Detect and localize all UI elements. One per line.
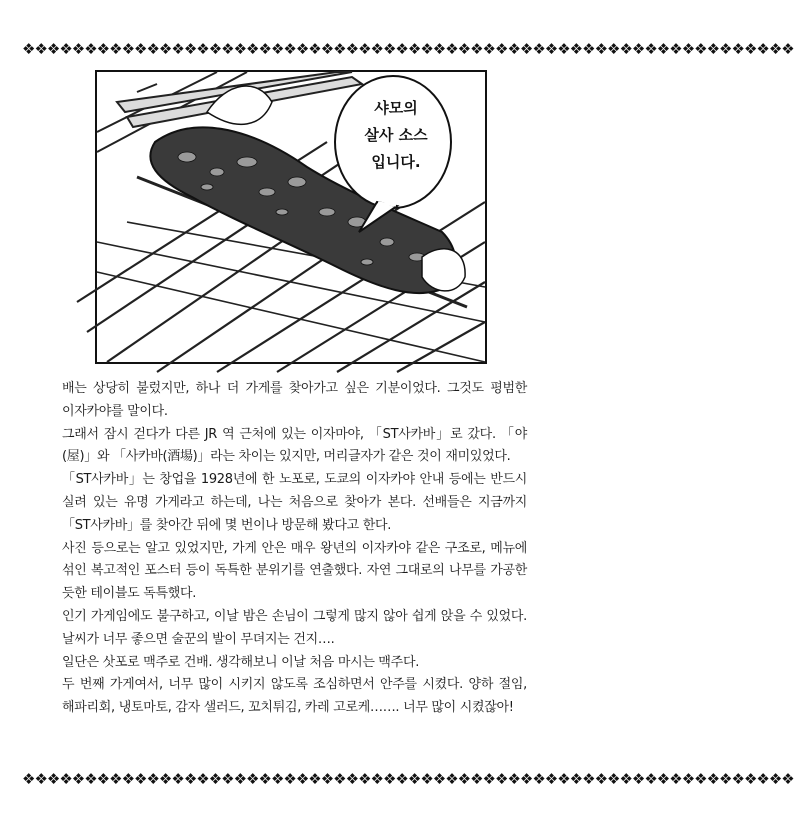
speech-line: 살사 소스	[364, 126, 428, 144]
paragraph: 일단은 삿포로 맥주로 건배. 생각해보니 이날 처음 마시는 맥주다.	[62, 654, 420, 670]
speech-line: 입니다.	[371, 153, 421, 171]
decorative-border-bottom: ❖❖❖❖❖❖❖❖❖❖❖❖❖❖❖❖❖❖❖❖❖❖❖❖❖❖❖❖❖❖❖❖❖❖❖❖❖❖❖❖❖❖❖❖❖❖❖❖❖❖❖❖❖❖❖❖❖❖❖❖❖❖	[22, 770, 794, 788]
paragraph: 그래서 잠시 걷다가 다른 JR 역 근처에 있는 이자마야, 「ST사카바」로 갔다. 「야(屋)」와 「사카바(酒場)」라는 차이는 있지만, 머리글자가 같은 것이 재미있었다.	[62, 426, 527, 465]
article-body	[62, 378, 527, 720]
speech-bubble-text	[346, 95, 446, 176]
paragraph: 두 번째 가게여서, 너무 많이 시키지 않도록 조심하면서 안주를 시켰다. 양하 절임, 해파리회, 냉토마토, 감자 샐러드, 꼬치튀김, 카레 고로케……. 너무 많이 시켰잖아!	[62, 677, 527, 716]
speech-line: 샤모의	[374, 99, 418, 117]
paragraph: 「ST사카바」는 창업을 1928년에 한 노포로, 도쿄의 이자카야 안내 등에는 반드시 실려 있는 유명 가게라고 하는데, 나는 처음으로 찾아가 본다. 선배들은 지금까지 「ST사카바」를 찾아간 뒤에 몇 번이나 방문해 봤다고 한다.	[62, 472, 527, 533]
decorative-border-top: ❖❖❖❖❖❖❖❖❖❖❖❖❖❖❖❖❖❖❖❖❖❖❖❖❖❖❖❖❖❖❖❖❖❖❖❖❖❖❖❖❖❖❖❖❖❖❖❖❖❖❖❖❖❖❖❖❖❖❖❖❖❖	[22, 40, 794, 58]
paragraph: 배는 상당히 불렀지만, 하나 더 가게를 찾아가고 싶은 기분이었다. 그것도 평범한 이자카야를 말이다.	[62, 381, 527, 419]
paragraph: 인기 가게임에도 불구하고, 이날 밤은 손님이 그렇게 많지 않아 쉽게 앉을 수 있었다. 날씨가 너무 좋으면 술꾼의 발이 무뎌지는 건지….	[62, 608, 527, 647]
paragraph: 사진 등으로는 알고 있었지만, 가게 안은 매우 왕년의 이자카야 같은 구조로, 메뉴에 섞인 복고적인 포스터 등이 독특한 분위기를 연출했다. 자연 그대로의 나무를 가공한 듯한 테이블도 독특했다.	[62, 540, 527, 602]
